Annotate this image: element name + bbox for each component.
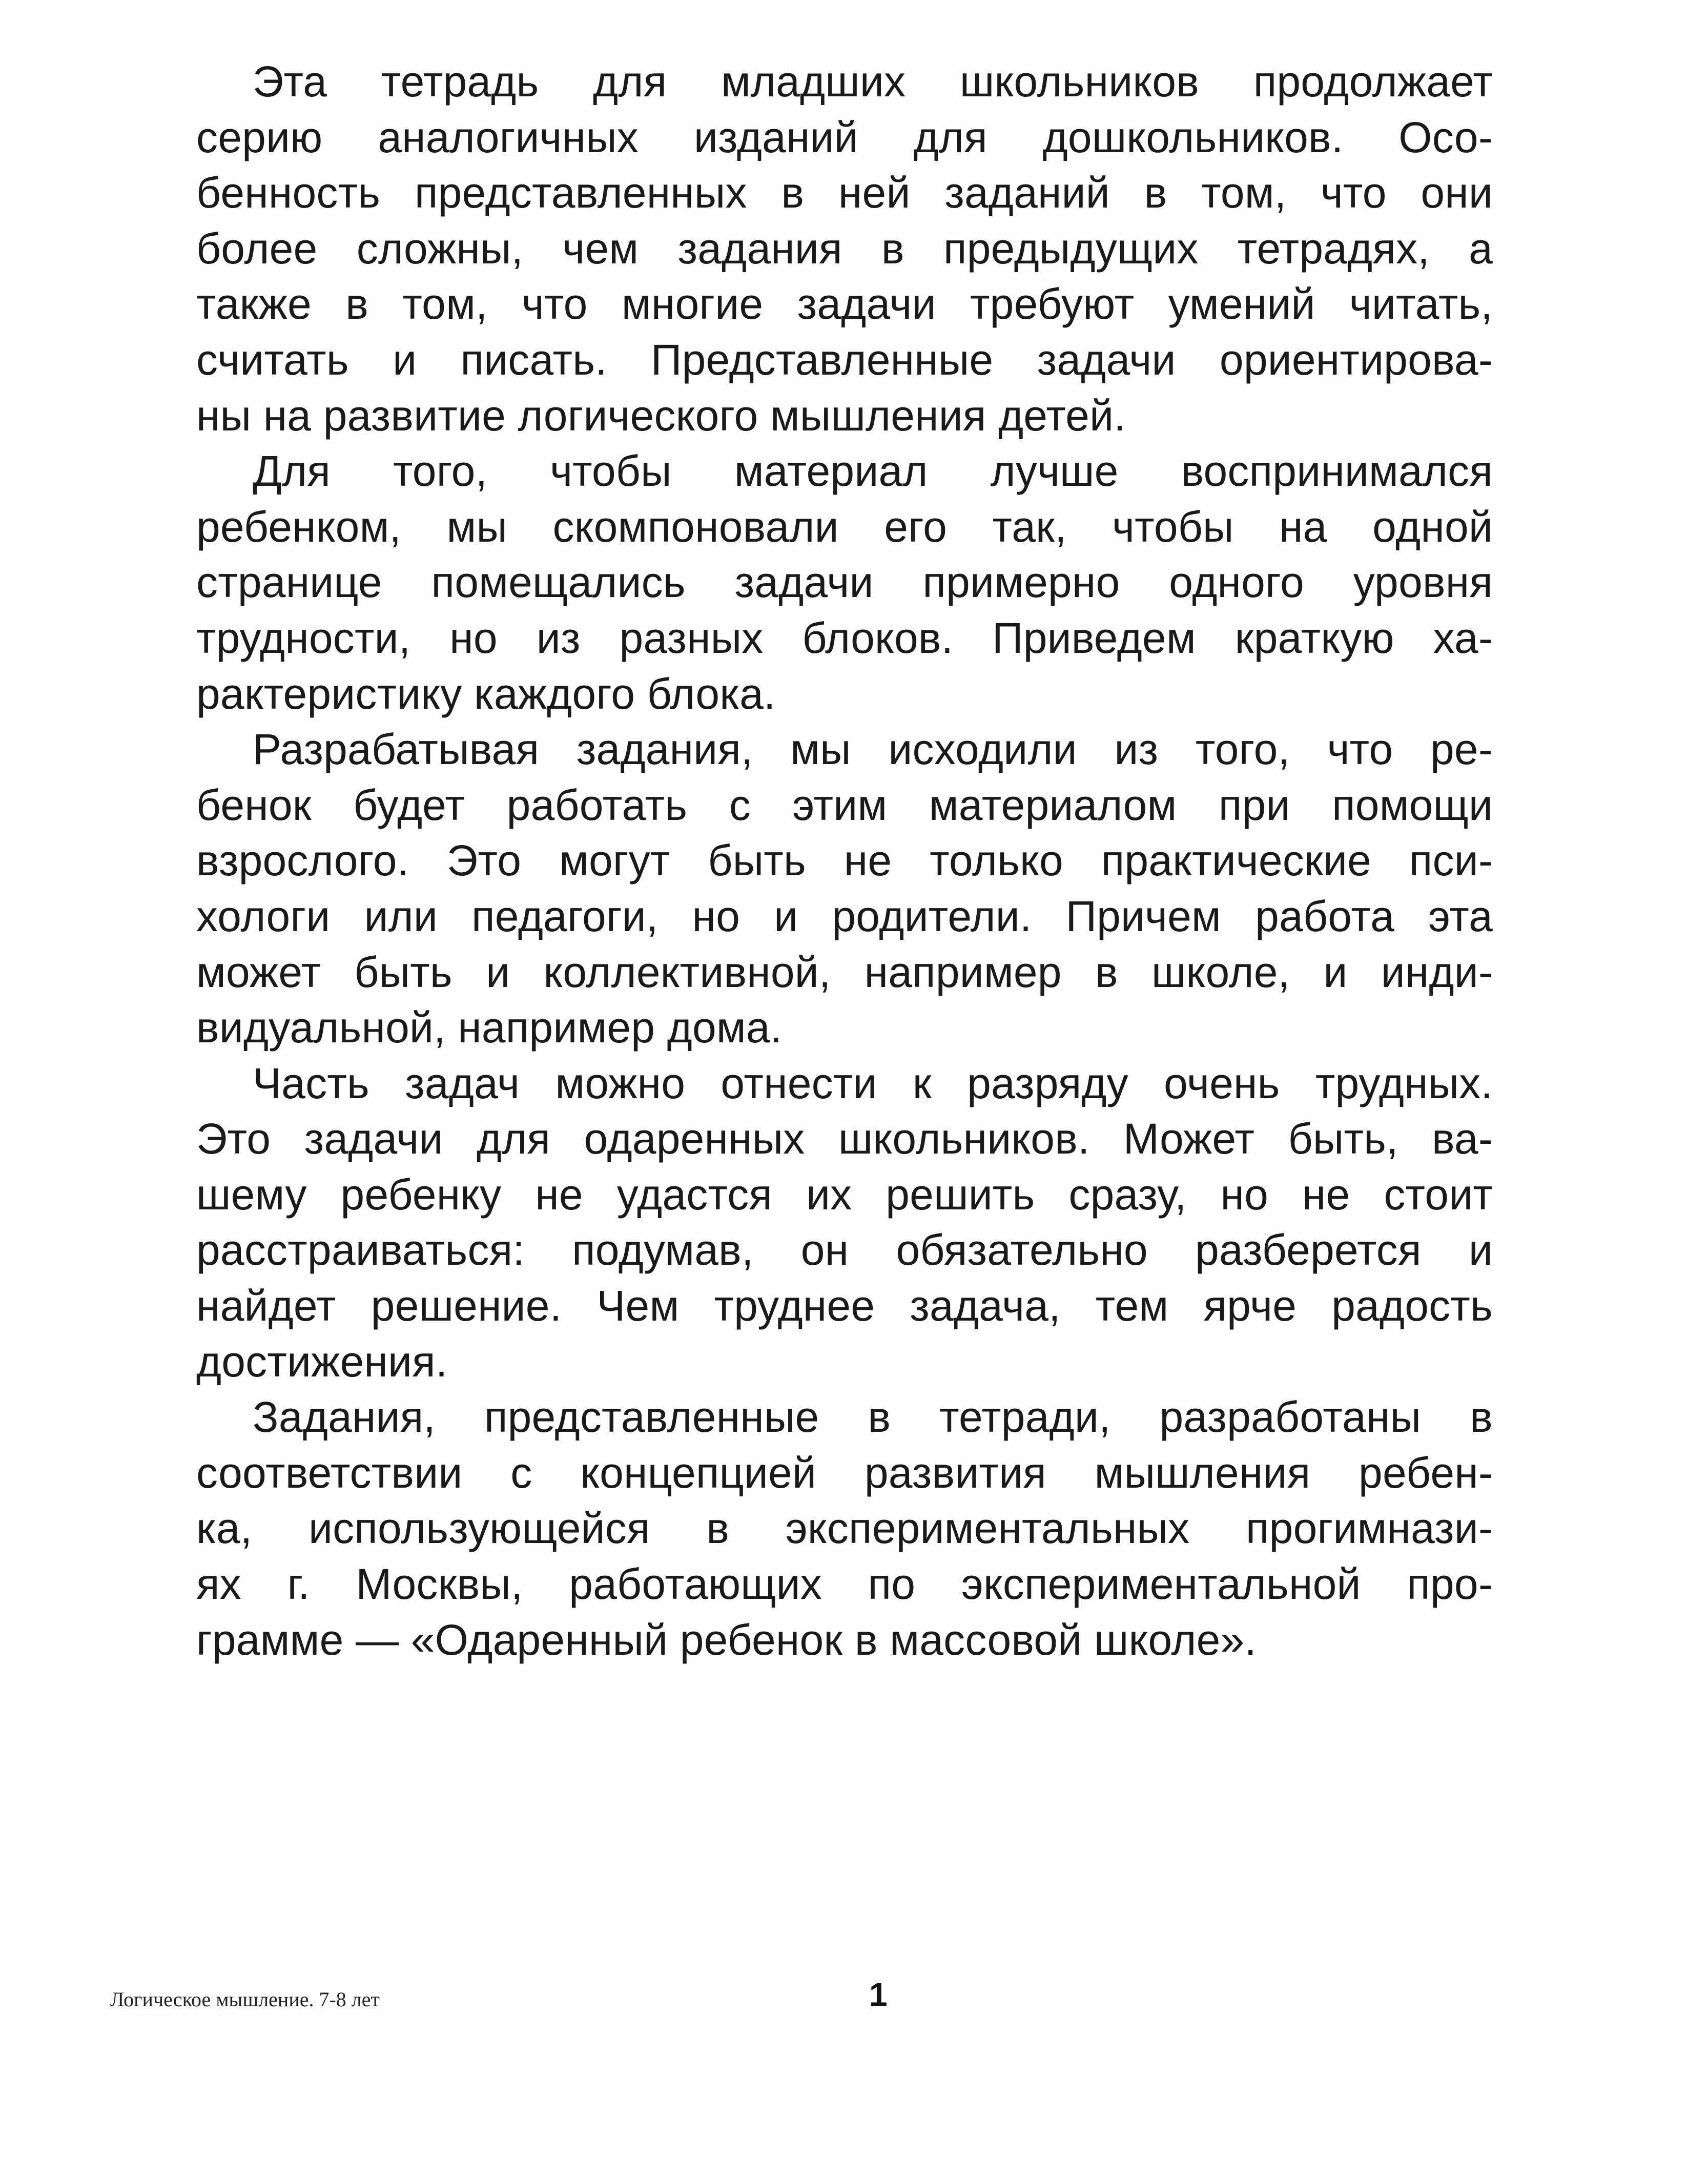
text-line: бенность представленных в ней заданий в том, что они xyxy=(196,169,1493,217)
text-line: видуальной, например дома. xyxy=(196,1003,783,1052)
text-line: Для того, чтобы материал лучше воспринимался xyxy=(253,447,1493,496)
text-line: может быть и коллективной, например в школе, и инди- xyxy=(196,948,1493,996)
text-line: более сложны, чем задания в предыдущих тетрадях, а xyxy=(196,224,1493,273)
text-line: трудности, но из разных блоков. Приведем краткую ха- xyxy=(196,613,1493,662)
text-line: найдет решение. Чем труднее задача, тем ярче радость xyxy=(196,1282,1493,1330)
text-line: Задания, представленные в тетради, разработаны в xyxy=(253,1393,1493,1442)
text-line: достижения. xyxy=(196,1337,448,1386)
text-line: взрослого. Это могут быть не только практические пси- xyxy=(196,836,1493,885)
body-text xyxy=(196,54,1493,1668)
text-line: ях г. Москвы, работающих по экспериментальной про- xyxy=(196,1560,1493,1609)
text-line: рактеристику каждого блока. xyxy=(196,669,776,718)
text-line: ны на развитие логического мышления детей. xyxy=(196,391,1126,440)
text-line: считать и писать. Представленные задачи ориентирова- xyxy=(196,335,1493,384)
text-line: шему ребенку не удастся их решить сразу, но не стоит xyxy=(196,1170,1493,1219)
text-line: бенок будет работать с этим материалом при помощи xyxy=(196,780,1493,829)
text-line: ка, использующейся в экспериментальных прогимнази- xyxy=(196,1504,1493,1553)
text-line: ребенком, мы скомпоновали его так, чтобы на одной xyxy=(196,502,1493,551)
text-line: Эта тетрадь для младших школьников продолжает xyxy=(253,57,1493,106)
page-number: 1 xyxy=(869,1976,888,2013)
text-line: соответствии с концепцией развития мышления ребен- xyxy=(196,1448,1493,1497)
text-line: Разрабатывая задания, мы исходили из того, что ре- xyxy=(253,725,1493,774)
text-line: Часть задач можно отнести к разряду очень трудных. xyxy=(253,1059,1493,1107)
text-line: грамме — «Одаренный ребенок в массовой школе». xyxy=(196,1615,1257,1664)
text-line: хологи или педагоги, но и родители. Причем работа эта xyxy=(196,892,1493,940)
text-line: Это задачи для одаренных школьников. Может быть, ва- xyxy=(196,1115,1493,1163)
text-line: также в том, что многие задачи требуют умений читать, xyxy=(196,280,1493,328)
text-line: серию аналогичных изданий для дошкольников. Осо- xyxy=(196,113,1493,161)
text-line: странице помещались задачи примерно одного уровня xyxy=(196,558,1493,607)
text-line: расстраиваться: подумав, он обязательно разберется и xyxy=(196,1226,1493,1274)
footer-book-title: Логическое мышление. 7-8 лет xyxy=(110,1988,380,2011)
